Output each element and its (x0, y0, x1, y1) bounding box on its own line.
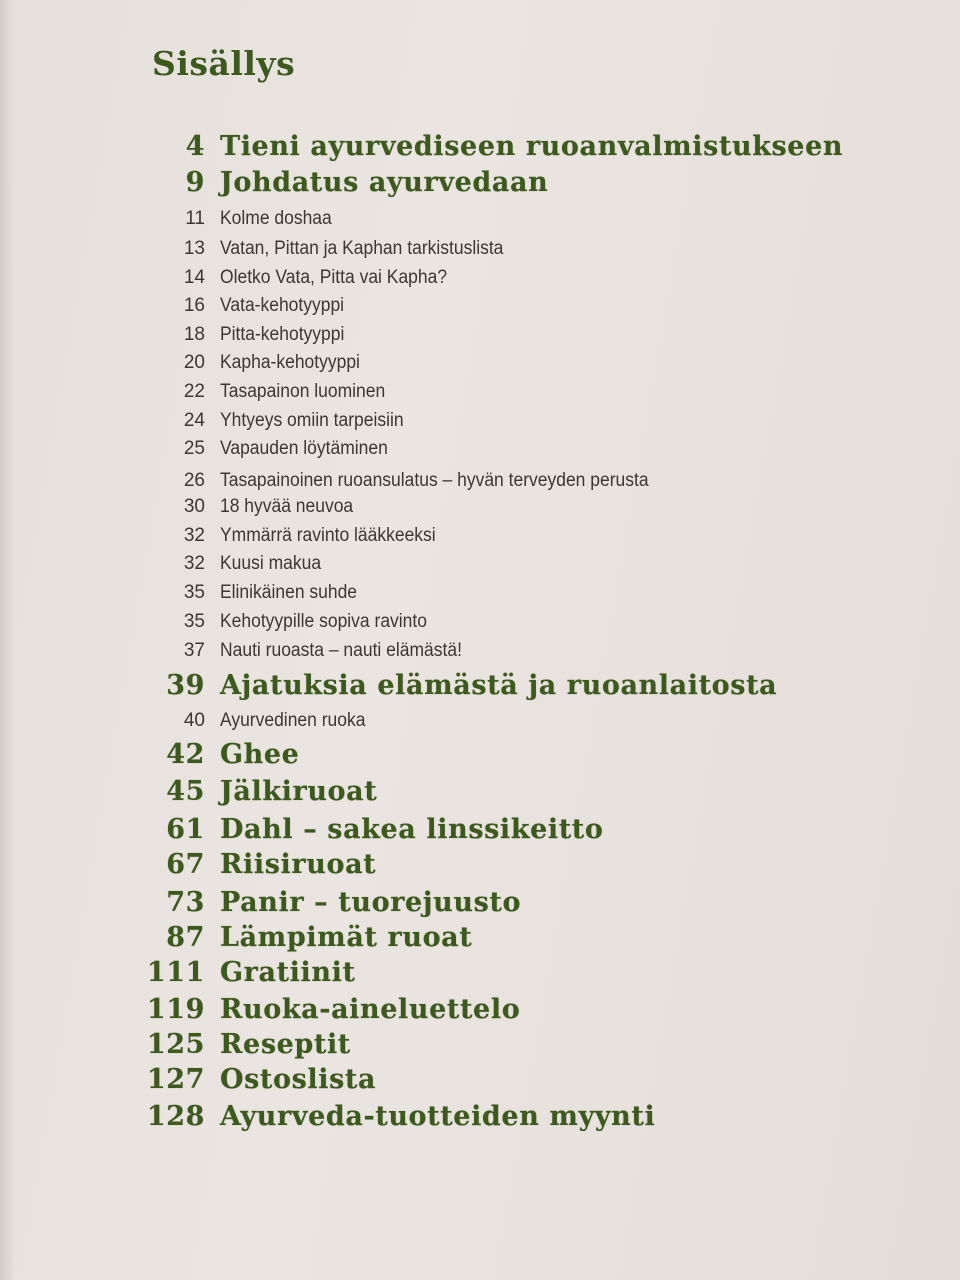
toc-entry-label: Vata-kehotyyppi (220, 295, 345, 316)
toc-entry-label: Ajatuksia elämästä ja ruoanlaitosta (220, 670, 778, 701)
toc-entry-label: Tieni ayurvediseen ruoanvalmistukseen (220, 131, 844, 162)
toc-page-number: 30 (183, 496, 205, 517)
toc-page-number: 35 (183, 582, 205, 603)
toc-page-number: 119 (146, 994, 205, 1025)
toc-entry-label: Riisiruoat (220, 849, 377, 880)
toc-entry-label: 18 hyvää neuvoa (220, 496, 354, 517)
toc-page-number: 61 (166, 814, 205, 845)
toc-page-number: 25 (183, 438, 205, 459)
page-edge (0, 0, 14, 1280)
toc-entry-label: Dahl – sakea linssikeitto (220, 814, 604, 845)
toc-entry-label: Oletko Vata, Pitta vai Kapha? (220, 267, 448, 288)
toc-entry-label: Yhtyeys omiin tarpeisiin (220, 410, 404, 431)
toc-page-number: 22 (183, 381, 205, 402)
page-title: Sisällys (152, 44, 296, 83)
toc-page-number: 4 (185, 131, 205, 162)
toc-page-number: 32 (183, 553, 205, 574)
toc-entry-label: Kolme doshaa (220, 208, 332, 229)
toc-entry-label: Vatan, Pittan ja Kaphan tarkistuslista (220, 238, 504, 259)
toc-entry-label: Reseptit (220, 1029, 351, 1060)
toc-page-number: 67 (166, 849, 205, 880)
toc-entry-label: Jälkiruoat (220, 776, 378, 807)
toc-page-number: 127 (146, 1064, 205, 1095)
toc-entry-label: Vapauden löytäminen (220, 438, 388, 459)
toc-page-number: 9 (185, 167, 205, 198)
toc-entry-label: Lämpimät ruoat (220, 922, 473, 953)
toc-page-number: 14 (183, 267, 205, 288)
toc-entry-label: Gratiinit (220, 957, 356, 988)
toc-entry-label: Ayurveda-tuotteiden myynti (220, 1101, 656, 1132)
toc-entry-label: Johdatus ayurvedaan (220, 167, 549, 198)
toc-entry-label: Ruoka-aineluettelo (220, 994, 521, 1025)
toc-page-number: 32 (183, 525, 205, 546)
toc-page-number: 39 (166, 670, 205, 701)
toc-entry-label: Ostoslista (220, 1064, 377, 1095)
toc-page-number: 37 (183, 640, 205, 661)
toc-page-number: 73 (166, 887, 205, 918)
toc-entry-label: Elinikäinen suhde (220, 582, 358, 603)
toc-page-number: 40 (183, 710, 205, 731)
toc-page-number: 11 (185, 208, 205, 229)
toc-entry-label: Kapha-kehotyyppi (220, 352, 360, 373)
toc-page-number: 24 (183, 410, 205, 431)
toc-page-number: 128 (146, 1101, 205, 1132)
toc-entry-label: Kuusi makua (220, 553, 322, 574)
toc-page-number: 42 (166, 739, 205, 770)
toc-page-number: 87 (166, 922, 205, 953)
toc-entry-label: Kehotyypille sopiva ravinto (220, 611, 427, 632)
toc-page-number: 20 (183, 352, 205, 373)
toc-entry-label: Pitta-kehotyyppi (220, 324, 345, 345)
toc-entry-label: Panir – tuorejuusto (220, 887, 522, 918)
toc-page-number: 26 (183, 470, 205, 491)
toc-entry-label: Ayurvedinen ruoka (220, 710, 366, 731)
toc-page-number: 35 (183, 611, 205, 632)
toc-page-number: 13 (183, 238, 205, 259)
toc-page-number: 45 (166, 776, 205, 807)
toc-page-number: 125 (146, 1029, 205, 1060)
toc-page-number: 16 (183, 295, 205, 316)
toc-entry-label: Tasapainoinen ruoansulatus – hyvän terveyden perusta (220, 470, 649, 491)
toc-entry-label: Nauti ruoasta – nauti elämästä! (220, 640, 462, 661)
toc-page-number: 111 (146, 957, 205, 988)
toc-entry-label: Ymmärrä ravinto lääkkeeksi (220, 525, 436, 546)
toc-entry-label: Tasapainon luominen (220, 381, 386, 402)
toc-page-number: 18 (183, 324, 205, 345)
toc-entry-label: Ghee (220, 739, 300, 770)
